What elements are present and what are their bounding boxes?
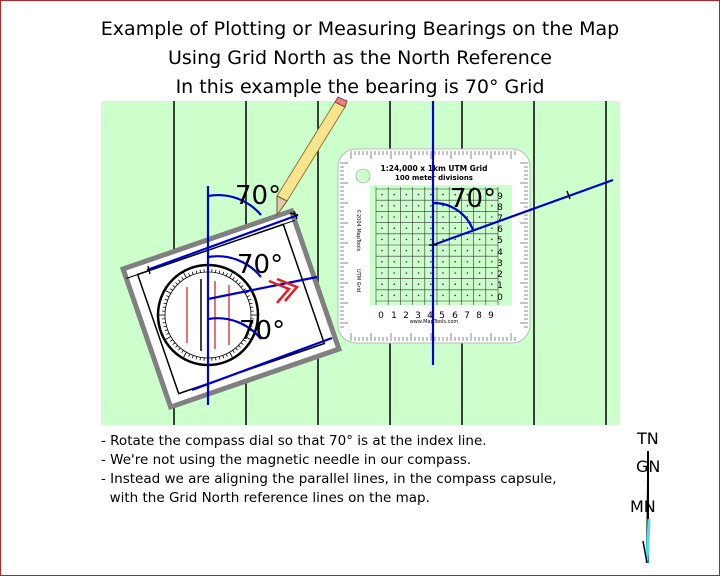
title-line-2: Using Grid North as the North Reference: [168, 47, 552, 69]
grid-dot: [430, 205, 432, 207]
grid-dot: [406, 283, 408, 285]
x-digit: 0: [378, 311, 384, 321]
grid-dot: [393, 194, 395, 196]
instruction-line: - Rotate the compass dial so that 70° is at the index line.: [101, 433, 487, 449]
grid-dot: [467, 295, 469, 297]
instruction-line: - We're not using the magnetic needle in our compass.: [101, 452, 472, 468]
grid-dot: [442, 205, 444, 207]
grid-dot: [467, 239, 469, 241]
tool-footer: www.MapTools.com: [409, 319, 459, 325]
grid-dot: [430, 295, 432, 297]
grid-dot: [430, 227, 432, 229]
tool-corner-hole: [356, 169, 370, 183]
x-digit: 7: [464, 311, 470, 321]
grid-dot: [381, 272, 383, 274]
grid-dot: [393, 250, 395, 252]
grid-dot: [442, 194, 444, 196]
grid-dot: [491, 283, 493, 285]
grid-dot: [442, 261, 444, 263]
grid-dot: [430, 283, 432, 285]
grid-dot: [479, 272, 481, 274]
x-digit: 2: [403, 311, 409, 321]
grid-dot: [442, 272, 444, 274]
tool-side-left: ©2004 MapTools: [355, 209, 361, 252]
grid-dot: [418, 205, 420, 207]
bearing-label: 70°: [450, 184, 497, 214]
grid-dot: [406, 239, 408, 241]
grid-dot: [381, 205, 383, 207]
grid-dot: [418, 227, 420, 229]
magnetic-north-label: MN: [630, 497, 656, 516]
grid-dot: [479, 250, 481, 252]
grid-dot: [393, 205, 395, 207]
dial-tick: [163, 322, 166, 323]
tool-header: 1:24,000 x 1km UTM Grid: [380, 164, 488, 173]
instructions: [101, 432, 557, 508]
grid-dot: [430, 261, 432, 263]
tool-side-right: UTM Grid: [355, 269, 361, 293]
y-digit: 0: [497, 293, 503, 303]
grid-dot: [479, 239, 481, 241]
dial-tick: [215, 357, 216, 360]
dial-tick: [163, 307, 166, 308]
grid-dot: [454, 216, 456, 218]
grid-dot: [381, 261, 383, 263]
y-digit: 7: [497, 214, 503, 224]
grid-dot: [406, 205, 408, 207]
grid-dot: [418, 261, 420, 263]
grid-dot: [467, 283, 469, 285]
grid-dot: [406, 227, 408, 229]
grid-dot: [454, 272, 456, 274]
grid-dot: [491, 227, 493, 229]
title-line-1: Example of Plotting or Measuring Bearings on the Map: [100, 18, 620, 40]
grid-dot: [393, 295, 395, 297]
grid-dot: [393, 272, 395, 274]
grid-dot: [381, 227, 383, 229]
grid-dot: [393, 283, 395, 285]
x-digit: 3: [415, 311, 421, 321]
grid-dot: [467, 250, 469, 252]
grid-dot: [467, 272, 469, 274]
grid-dot: [479, 216, 481, 218]
grid-dot: [430, 239, 432, 241]
grid-dot: [491, 261, 493, 263]
grid-dot: [406, 295, 408, 297]
grid-dot: [393, 239, 395, 241]
grid-dot: [381, 239, 383, 241]
dial-tick: [200, 357, 201, 360]
grid-dot: [418, 194, 420, 196]
grid-dot: [442, 227, 444, 229]
grid-dot: [418, 295, 420, 297]
grid-dot: [479, 295, 481, 297]
grid-dot: [430, 272, 432, 274]
grid-dot: [491, 272, 493, 274]
x-digit: 4: [427, 311, 433, 321]
grid-dot: [406, 216, 408, 218]
bearing-label: 70°: [235, 181, 282, 211]
x-digit: 8: [476, 311, 482, 321]
x-digit: 9: [488, 311, 494, 321]
dial-tick: [250, 307, 253, 308]
grid-dot: [479, 283, 481, 285]
grid-dot: [418, 283, 420, 285]
grid-dot: [406, 194, 408, 196]
x-digit: 5: [439, 311, 445, 321]
grid-dot: [467, 227, 469, 229]
grid-dot: [442, 216, 444, 218]
grid-dot: [430, 250, 432, 252]
dial-tick: [215, 270, 216, 273]
grid-dot: [442, 283, 444, 285]
grid-dot: [393, 227, 395, 229]
grid-dot: [491, 239, 493, 241]
y-digit: 1: [497, 281, 503, 291]
grid-dot: [393, 261, 395, 263]
grid-dot: [430, 216, 432, 218]
x-digit: 6: [452, 311, 458, 321]
y-digit: 3: [497, 259, 503, 269]
grid-dot: [406, 261, 408, 263]
grid-dot: [454, 227, 456, 229]
tool-subheader: 100 meter divisions: [395, 174, 473, 182]
grid-dot: [406, 272, 408, 274]
bearing-label: 70°: [237, 250, 284, 280]
instruction-line: with the Grid North reference lines on the map.: [101, 490, 430, 506]
grid-dot: [467, 261, 469, 263]
magnetic-north-line: [647, 519, 649, 563]
grid-dot: [418, 250, 420, 252]
grid-dot: [442, 295, 444, 297]
grid-dot: [442, 250, 444, 252]
grid-dot: [430, 194, 432, 196]
true-north-label: TN: [637, 429, 659, 448]
bearing-label: 70°: [239, 316, 286, 346]
x-digit: 1: [391, 311, 397, 321]
grid-dot: [418, 239, 420, 241]
grid-dot: [454, 239, 456, 241]
dial-tick: [200, 270, 201, 273]
grid-dot: [479, 261, 481, 263]
grid-dot: [381, 194, 383, 196]
grid-dot: [491, 250, 493, 252]
grid-dot: [381, 295, 383, 297]
grid-dot: [418, 216, 420, 218]
y-digit: 6: [497, 225, 503, 235]
grid-dot: [454, 261, 456, 263]
grid-dot: [381, 216, 383, 218]
grid-north-label: GN: [636, 457, 661, 476]
y-digit: 4: [497, 248, 503, 258]
tool-y-digits: [497, 192, 503, 303]
y-digit: 2: [497, 270, 503, 280]
grid-dot: [454, 250, 456, 252]
grid-dot: [381, 250, 383, 252]
grid-dot: [454, 283, 456, 285]
grid-dot: [491, 295, 493, 297]
grid-dot: [418, 272, 420, 274]
grid-dot: [381, 283, 383, 285]
grid-dot: [442, 239, 444, 241]
title-line-3: In this example the bearing is 70° Grid: [175, 76, 545, 98]
grid-dot: [491, 216, 493, 218]
y-digit: 8: [497, 203, 503, 213]
y-digit: 9: [497, 192, 503, 202]
grid-dot: [406, 250, 408, 252]
y-digit: 5: [497, 236, 503, 246]
grid-dot: [454, 295, 456, 297]
grid-dot: [393, 216, 395, 218]
instruction-line: - Instead we are aligning the parallel lines, in the compass capsule,: [101, 471, 557, 487]
